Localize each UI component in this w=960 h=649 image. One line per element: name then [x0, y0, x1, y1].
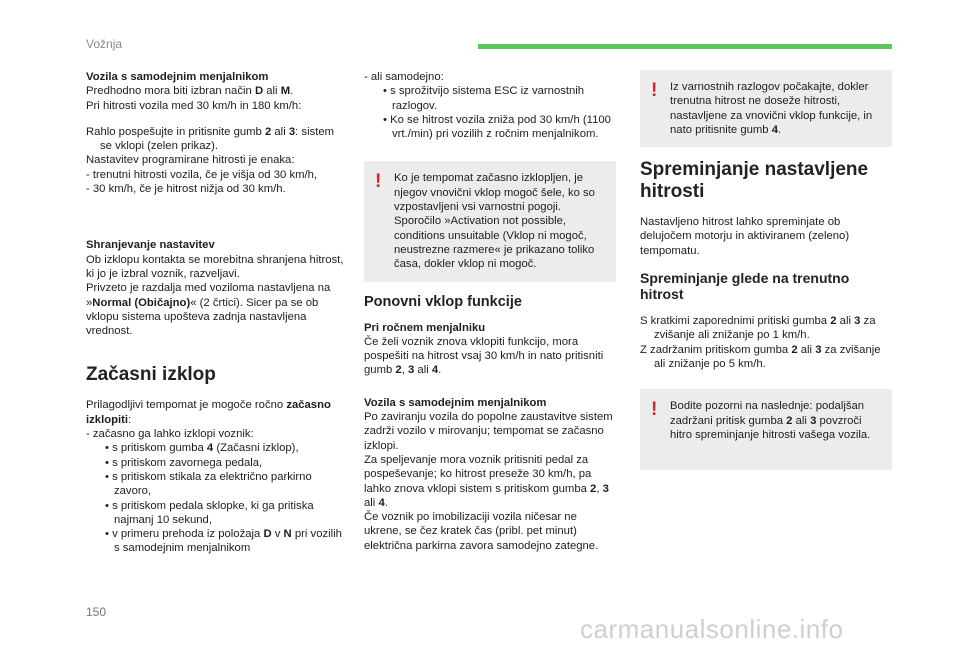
subheading: Vozila s samodejnim menjalnikom [364, 396, 547, 409]
paragraph: Privzeto je razdalja med voziloma nastavljena na »Normal (Običajno)« (2 črtici). Sicer pa se ob vklopu sistema upošteva zadnja nastavljena vrednost. [86, 282, 331, 338]
warning-icon: ! [651, 80, 658, 101]
bullet-item: • s pritiskom gumba 4 (Začasni izklop), [105, 442, 299, 455]
paragraph: Predhodno mora biti izbran način D ali M. [86, 85, 294, 98]
column-2 [364, 70, 616, 553]
heading-zacasni-izklop: Začasni izklop [86, 364, 216, 386]
step-item: S kratkimi zaporednimi pritiski gumba 2 ali 3 za zvišanje ali znižanje po 1 km/h. [640, 315, 876, 342]
warning-box [640, 389, 892, 470]
paragraph: Za speljevanje mora voznik pritisniti pedal za pospeševanje; ko hitrost preseže 30 km/h, pa lahko znova vklopi sistem s pritiskom gumba 2, 3 ali 4. [364, 453, 609, 509]
warning-text: Ko je tempomat začasno izklopljen, je njegov vnovični vklop mogoč šele, ko so vzpostavljeni vsi varnostni pogoji. Sporočilo »Activation not possible, conditions unsuitable (Vklop ni mogoč, neustrezne razmere« je prikazano toliko časa, dokler vklop ni mogoč. [394, 172, 595, 271]
page-number: 150 [86, 605, 107, 619]
bullet-item: • Ko se hitrost vozila zniža pod 30 km/h (1100 vrt./min) pri vozilih z ročnim menjalnikom. [383, 113, 611, 141]
heading-ponovni-vklop: Ponovni vklop funkcije [364, 293, 522, 310]
paragraph: Če želi voznik znova vklopiti funkcijo, mora pospešiti na hitrost vsaj 30 km/h in nato pritisniti gumb 2, 3 ali 4. [364, 335, 604, 377]
paragraph: Če voznik po imobilizaciji vozila ničesar ne ukrene, se čez kratek čas (pribl. pet minut) električna parkirna zavora samodejno zategne. [364, 511, 599, 552]
list-item: - trenutni hitrosti vozila, če je višja od 30 km/h, [86, 168, 318, 181]
step-item: Z zadržanim pritiskom gumba 2 ali 3 za zvišanje ali znižanje po 5 km/h. [640, 343, 881, 370]
step-item: Rahlo pospešujte in pritisnite gumb 2 ali 3: sistem se vklopi (zelen prikaz). [86, 125, 335, 153]
warning-text: Iz varnostnih razlogov počakajte, dokler trenutna hitrost ne doseže hitrosti, nastavljene za vnovični vklop funkcije, in nato pritisnite gumb 4. [670, 81, 873, 136]
watermark: carmanualsonline.info [580, 614, 844, 644]
warning-box [640, 70, 892, 147]
paragraph: Nastavljeno hitrost lahko spreminjate ob delujočem motorju in aktiviranem (zeleno) tempomatu. [640, 216, 850, 257]
subheading: Shranjevanje nastavitev [86, 239, 215, 252]
list-item: - začasno ga lahko izklopi voznik: [86, 428, 254, 441]
paragraph: Ob izklopu kontakta se morebitna shranjena hitrost, ki jo je izbral voznik, razveljavi. [86, 253, 344, 280]
section-header-bar [478, 44, 892, 49]
bullet-item: • s pritiskom stikala za električno parkirno zavoro, [105, 470, 312, 498]
subheading: Pri ročnem menjalniku [364, 321, 486, 334]
warning-icon: ! [375, 171, 382, 193]
paragraph: Nastavitev programirane hitrosti je enaka: [86, 154, 295, 167]
bullet-item: • v primeru prehoda iz položaja D v N pri vozilih s samodejnim menjalnikom [105, 528, 342, 555]
warning-box [364, 161, 616, 281]
paragraph: Po zaviranju vozila do popolne zaustavitve sistem zadrži vozilo v mirovanju; tempomat se začasno izklopi. [364, 411, 613, 452]
column-1 [86, 70, 348, 556]
section-header: Vožnja [86, 37, 123, 51]
bullet-item: • s pritiskom zavornega pedala, [105, 456, 263, 469]
warning-icon: ! [651, 399, 658, 421]
heading-spreminjanje: Spreminjanje nastavljene hitrosti [640, 159, 869, 203]
bullet-item: • s pritiskom pedala sklopke, ki ga pritiska najmanj 10 sekund, [105, 499, 314, 526]
list-item: - 30 km/h, če je hitrost nižja od 30 km/h. [86, 183, 286, 196]
paragraph: Pri hitrosti vozila med 30 km/h in 180 km/h: [86, 99, 302, 112]
subheading: Vozila s samodejnim menjalnikom [86, 71, 269, 83]
list-item: - ali samodejno: [364, 71, 444, 83]
paragraph: Prilagodljivi tempomat je mogoče ročno začasno izklopiti: [86, 399, 331, 426]
column-3 [640, 70, 892, 482]
warning-text: Bodite pozorni na naslednje: podaljšan zadržani pritisk gumba 2 ali 3 povzroči hitro spreminjanje hitrosti vašega vozila. [670, 400, 871, 441]
bullet-item: • s sprožitvijo sistema ESC iz varnostnih razlogov. [383, 85, 585, 112]
heading-trenutna-hitrost: Spreminjanje glede na trenutno hitrost [640, 270, 850, 303]
